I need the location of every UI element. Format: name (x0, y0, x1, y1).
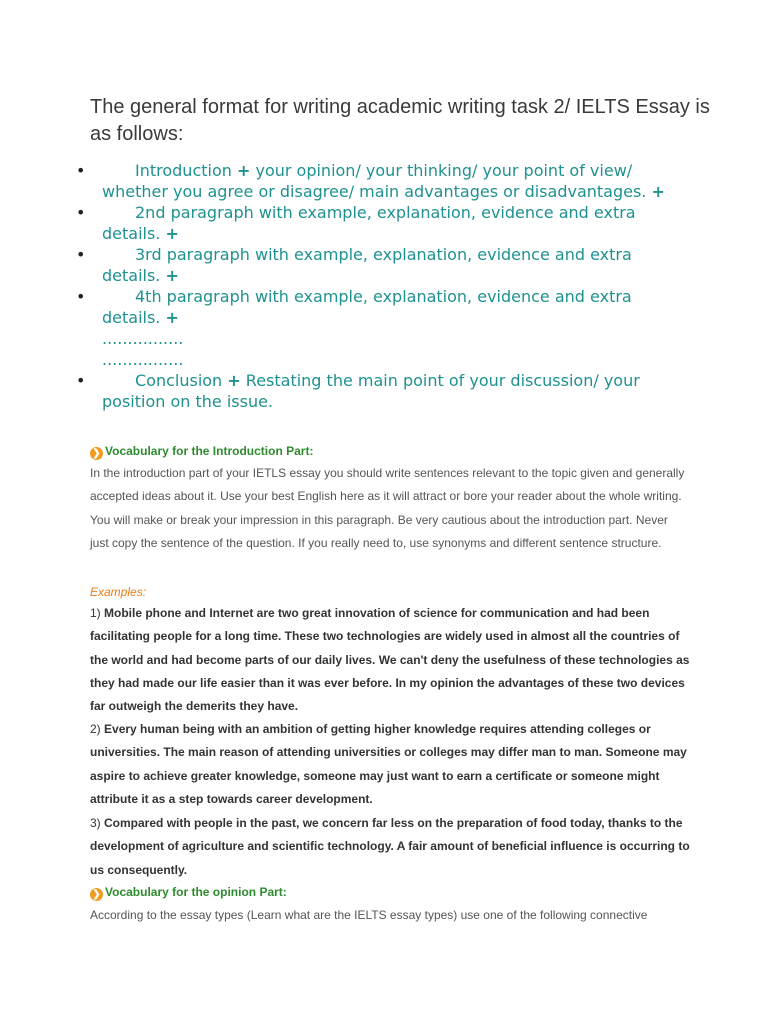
plus-icon: + (227, 371, 241, 390)
list-item-2nd-paragraph (0, 202, 682, 244)
bullet-dot: • (76, 245, 86, 264)
example-item: 3) Compared with people in the past, we concern far less on the preparation of food today, thanks to the development of agriculture and scientific technology. A fair amount of beneficial influence is occurring to us consequently. (90, 816, 690, 877)
plus-icon: + (236, 161, 251, 180)
bullet-text-rest: Restating the main point of your discussion/ your position on the issue. (102, 371, 640, 411)
bullet-text: 3rd paragraph with example, explanation, evidence and extra details. (102, 245, 632, 285)
bullet-text-rest: your opinion/ your thinking/ your point of view/ whether you agree or disagree/ main advantages or disadvantages. (102, 161, 652, 201)
ellipsis-line: ................ (102, 350, 184, 369)
bullet-text: Conclusion (135, 371, 223, 390)
intro-section-title: ❯ Vocabulary for the Introduction Part: (90, 443, 313, 460)
intro-section-body: In the introduction part of your IETLS essay you should write sentences relevant to the topic given and generally accepted ideas about it. Use your best English here as it will attract or bore your reader about the whole writing. You will make or break your impression in this paragraph. Be very cautious about the introduction part. Never just copy the sentence of the question. If you really need to, use synonyms and different sentence structure. (90, 466, 685, 550)
bullet-text: 2nd paragraph with example, explanation, evidence and extra details. (102, 203, 636, 243)
bullet-dot: • (76, 287, 86, 306)
plus-icon: + (165, 224, 179, 243)
bullet-dot: • (76, 161, 86, 180)
format-list (0, 160, 768, 412)
list-item-conclusion (0, 370, 682, 412)
list-item-introduction (0, 160, 682, 202)
arrow-right-icon: ❯ (90, 888, 103, 901)
bullet-dot: • (76, 371, 86, 390)
ellipsis-line: ................ (102, 329, 184, 348)
opinion-section-title: ❯ Vocabulary for the opinion Part: (90, 884, 287, 901)
page-heading: The general format for writing academic writing task 2/ IELTS Essay is as follows: (90, 96, 710, 145)
bullet-dot: • (76, 203, 86, 222)
example-item: 1) Mobile phone and Internet are two great innovation of science for communication and had been facilitating people for a long time. These two technologies are widely used in almost all the countries of the world and had become parts of our daily lives. We can't deny the usefulness of these technologies as they had made our life easier than it was ever before. In my opinion the advantages of these two devices far outweigh the demerits they have. (90, 606, 690, 714)
list-item-4th-paragraph (0, 286, 682, 370)
bullet-text: Introduction (135, 161, 232, 180)
opinion-section-body: According to the essay types (Learn what are the IELTS essay types) use one of the following connective (90, 908, 648, 922)
bullet-text: 4th paragraph with example, explanation, evidence and extra details. (102, 287, 632, 327)
examples-label: Examples: (90, 585, 147, 599)
arrow-right-icon: ❯ (90, 447, 103, 460)
example-item: 2) Every human being with an ambition of getting higher knowledge requires attending colleges or universities. The main reason of attending universities or colleges may differ man to man. Someone may aspire to achieve greater knowledge, someone may just want to earn a certificate or someone might attribute it as a step towards career development. (90, 722, 687, 806)
list-item-3rd-paragraph (0, 244, 682, 286)
plus-icon: + (651, 182, 665, 201)
plus-icon: + (165, 266, 179, 285)
plus-icon: + (165, 308, 179, 327)
